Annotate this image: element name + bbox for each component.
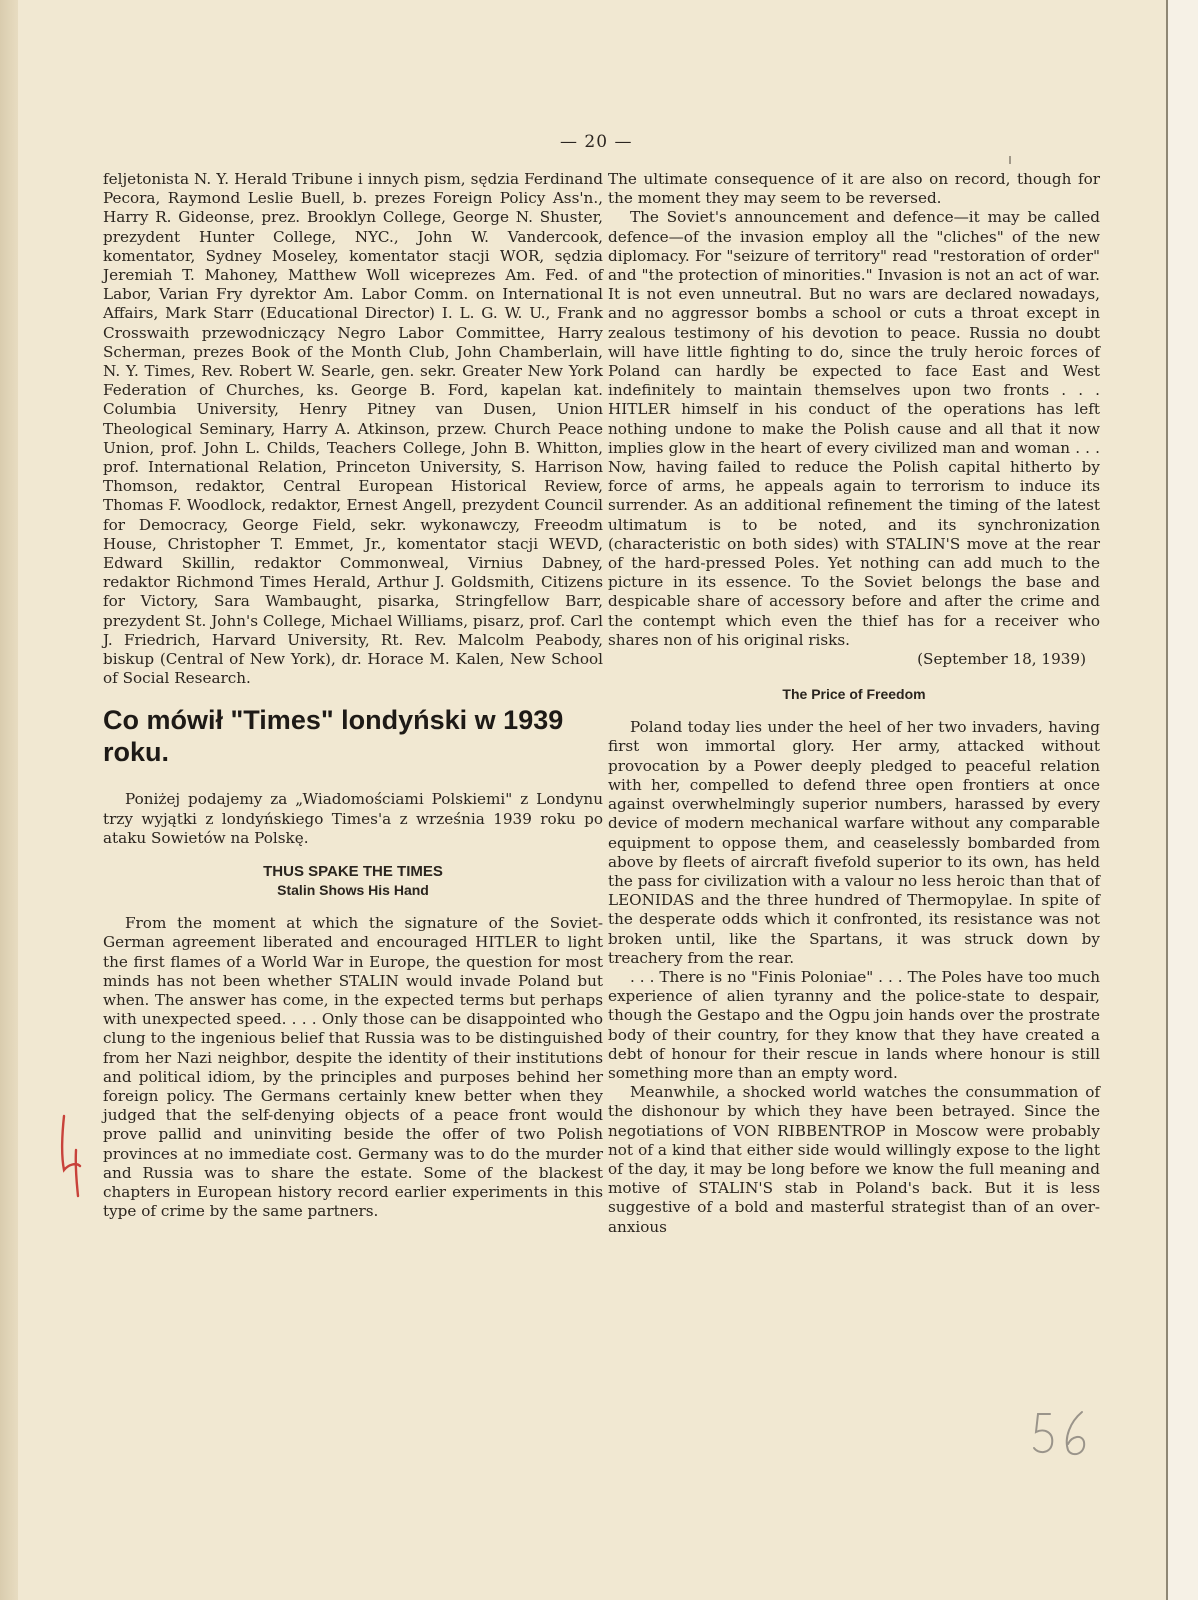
section-subtitle: Stalin Shows His Hand: [277, 882, 429, 899]
left-column: [103, 170, 603, 1221]
continued-paragraph: The ultimate consequence of it are also on record, though for the moment they may seem to be reversed.: [608, 170, 1100, 208]
right-column: [608, 170, 1100, 1237]
red-pencil-mark-icon: [58, 1110, 88, 1200]
adjacent-page-edge: [1166, 0, 1198, 1600]
section-title-freedom: The Price of Freedom: [782, 686, 926, 703]
soviet-paragraph: The Soviet's announcement and defence—it may be called defence—of the invasion employ all the "cliches" of the new diplomacy. For "seizure of territory" read "restoration of order" and "the protection of minorities." Invasion is not an act of war. It is not even unneutral. But no wars are declared nowadays, and no aggressor bombs a school or cuts a throat except in zealous testimony of his devotion to peace. Russia no doubt will have little fighting to do, since the truly heroic forces of Poland can hardly be expected to face East and West indefinitely to maintain themselves upon two fronts . . . HITLER himself in his conduct of the operations has left nothing undone to make the Polish cause and all that it now implies glow in the heart of every civilized man and woman . . . Now, having failed to reduce the Polish capital hitherto by force of arms, he appeals again to terrorism to induce its surrender. As an additional refinement the timing of the latest ultimatum is to be noted, and its synchronization (characteristic on both sides) with STALIN'S move at the rear of the hard-pressed Poles. Yet nothing can add much to the picture in its essence. To the Soviet belongs the base and despicable share of accessory before and after the crime and the contempt which even the thief has for a receiver who shares non of his original risks.: [608, 208, 1100, 649]
dateline: (September 18, 1939): [917, 650, 1086, 669]
finis-poloniae-paragraph: . . . There is no "Finis Poloniae" . . . The Poles have too much experience of alien tyranny and the police-state to despair, though the Gestapo and the Ogpu join hands over the prostrate body of their country, for they know that they have created a debt of honour for their rescue in lands where honour is still something more than an empty word.: [608, 967, 1100, 1082]
intro-paragraph: Poniżej podajemy za „Wiadomościami Polskiemi" z Londynu trzy wyjątki z londyńskiego Times'a z września 1939 roku po ataku Sowietów na Polskę.: [103, 790, 603, 847]
article-paragraph: From the moment at which the signature of the Soviet-German agreement liberated and encouraged HITLER to light the first flames of a World War in Europe, the question for most minds has not been whether STALIN would invade Poland but when. The answer has come, in the expected terms but perhaps with unexpected speed. . . . Only those can be disappointed who clung to the ingenious belief that Russia was to be distinguished from her Nazi neighbor, despite the identity of their institutions and political idiom, by the principles and purposes behind her foreign policy. The Germans certainly knew better when they judged that the self-denying objects of a peace front would prove pallid and uninviting beside the offer of two Polish provinces at no immediate cost. Germany was to do the murder and Russia was to share the estate. Some of the blackest chapters in European history record earlier experiments in this type of crime by the same partners.: [103, 914, 603, 1221]
poland-paragraph: Poland today lies under the heel of her two invaders, having first won immortal glory. Her army, attacked without provocation by a Power deeply pledged to peaceful relation with her, compelled to defend three open frontiers at once against overwhelmingly superior numbers, harassed by every device of modern mechanical warfare without any comparable equipment to oppose them, and ceaselessly bombarded from above by fleets of aircraft fivefold superior to its own, has held the pass for civilization with a valour no less heroic than that of LEONIDAS and the three hundred of Thermopylae. In spite of the desperate odds which it confronted, its resistance was not broken until, like the Spartans, it was struck down by treachery from the rear.: [608, 718, 1100, 967]
article-heading: Co mówił "Times" londyński w 1939 roku.: [103, 705, 564, 768]
page-number: — 20 —: [560, 132, 633, 152]
handwritten-folio-number: [1030, 1408, 1100, 1460]
meanwhile-paragraph: Meanwhile, a shocked world watches the consummation of the dishonour by which they have been betrayed. Since the negotiations of VON RIBBENTROP in Moscow were probably not of a kind that either side would willingly expose to the light of the day, it may be long before we know the full meaning and motive of STALIN'S stab in Poland's back. But it is less suggestive of a bold and masterful strategist than of an over-anxious: [608, 1083, 1100, 1236]
ink-speck: [1008, 156, 1012, 164]
section-title: THUS SPAKE THE TIMES: [263, 863, 443, 881]
signatories-list: feljetonista N. Y. Herald Tribune i innych pism, sędzia Ferdinand Pecora, Raymond Leslie Buell, b. prezes Foreign Policy Ass'n., Harry R. Gideonse, prez. Brooklyn College, George N. Shuster, prezydent Hunter College, NYC., John W. Vandercook, komentator, Sydney Moseley, komentator stacji WOR, sędzia Jeremiah T. Mahoney, Matthew Woll wiceprezes Am. Fed. of Labor, Varian Fry dyrektor Am. Labor Comm. on International Affairs, Mark Starr (Educational Director) I. L. G. W. U., Frank Crosswaith przewodniczący Negro Labor Committee, Harry Scherman, prezes Book of the Month Club, John Chamberlain, N. Y. Times, Rev. Robert W. Searle, gen. sekr. Greater New York Federation of Churches, ks. George B. Ford, kapelan kat. Columbia University, Henry Pitney van Dusen, Union Theological Seminary, Harry A. Atkinson, przew. Church Peace Union, prof. John L. Childs, Teachers College, John B. Whitton, prof. International Relation, Princeton University, S. Harrison Thomson, redaktor, Central European Historical Review, Thomas F. Woodlock, redaktor, Ernest Angell, prezydent Council for Democracy, George Field, sekr. wykonawczy, Freeodm House, Christopher T. Emmet, Jr., komentator stacji WEVD, Edward Skillin, redaktor Commonweal, Virnius Dabney, redaktor Richmond Times Herald, Arthur J. Goldsmith, Citizens for Victory, Sara Wambaught, pisarka, Stringfellow Barr, prezydent St. John's College, Michael Williams, pisarz, prof. Carl J. Friedrich, Harvard University, Rt. Rev. Malcolm Peabody, biskup (Central of New York), dr. Horace M. Kalen, New School of Social Research.: [103, 170, 603, 688]
